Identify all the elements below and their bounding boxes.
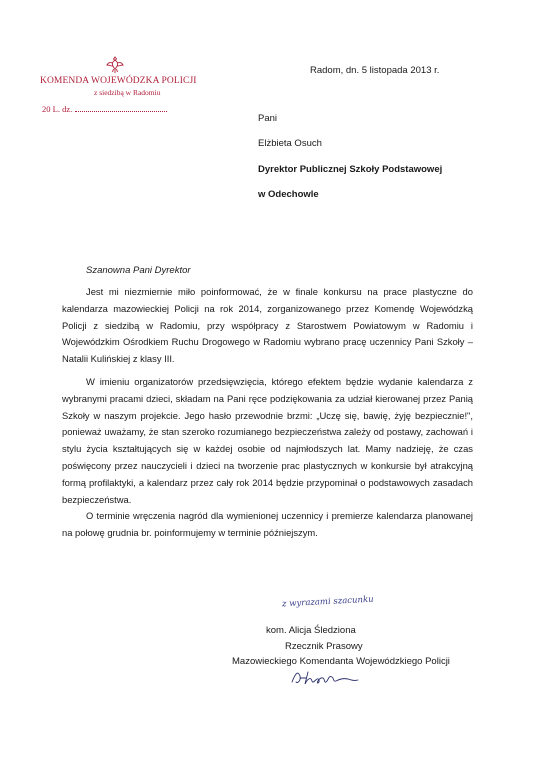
addressee-name: Elżbieta Osuch xyxy=(258,138,322,149)
addressee-title: Dyrektor Publicznej Szkoły Podstawowej xyxy=(258,164,443,175)
institution-seat: z siedzibą w Radomiu xyxy=(94,88,161,97)
place-and-date: Radom, dn. 5 listopada 2013 r. xyxy=(310,65,440,76)
signatory-role: Rzecznik Prasowy xyxy=(285,641,363,652)
addressee-location: w Odechowle xyxy=(258,189,319,200)
addressee-salutation: Pani xyxy=(258,113,278,124)
body-paragraph-2: W imieniu organizatorów przedsięwzięcia, którego efektem będzie wydanie kalendarza z wybranymi pracami dzieci, składam na Pani ręce podziękowania za udział kierowanej przez Panią Szkoły w naszym projekcie. Jego hasło przewodnie brzmi: „Uczę się, bawię, żyję bezpiecznie!", ponieważ uważamy, że stan szeroko rozumianego bezpieczeństwa zależy od postawy, zachowań i stylu życia kształtujących się w każdej osobie od najmłodszych lat. Mamy nadzieję, że czas poświęcony przez nauczycieli i dzieci na tworzenie prac plastycznych w konkursie był atrakcyjną formą profilaktyki, a kalendarz przez cały rok 2014 będzie przypominał o podstawowych zasadach bezpieczeństwa. xyxy=(62,376,473,505)
handwritten-note: z wyrazami szacunku xyxy=(281,594,374,610)
handwritten-signature xyxy=(288,668,360,688)
signatory-name: kom. Alicja Śledziona xyxy=(266,625,356,636)
reference-number xyxy=(42,104,167,114)
body-paragraph-3: O terminie wręczenia nagród dla wymienionej uczennicy i premierze kalendarza planowanej na połowę grudnia br. poinformujemy w terminie późniejszym. xyxy=(62,510,473,538)
reference-blank-line xyxy=(75,111,167,112)
greeting: Szanowna Pani Dyrektor xyxy=(86,265,191,276)
institution-name: KOMENDA WOJEWÓDZKA POLICJI xyxy=(40,76,197,86)
body-paragraph-1: Jest mi niezmiernie miło poinformować, że w finale konkursu na prace plastyczne do kalendarza mazowieckiej Policji na rok 2014, zorganizowanego przez Komendę Wojewódzką Policji z siedzibą w Radomiu, przy współpracy z Starostwem Powiatowym w Radomiu i Wojewódzkim Ośrodkiem Ruchu Drogowego w Radomiu wybrano pracę uczennicy Pani Szkoły – Natalii Kulińskiej z klasy III. xyxy=(62,286,473,365)
reference-prefix: 20 L. dz. xyxy=(42,104,73,114)
eagle-emblem-icon xyxy=(104,54,126,76)
signatory-office: Mazowieckiego Komendanta Wojewódzkiego Policji xyxy=(232,656,450,667)
